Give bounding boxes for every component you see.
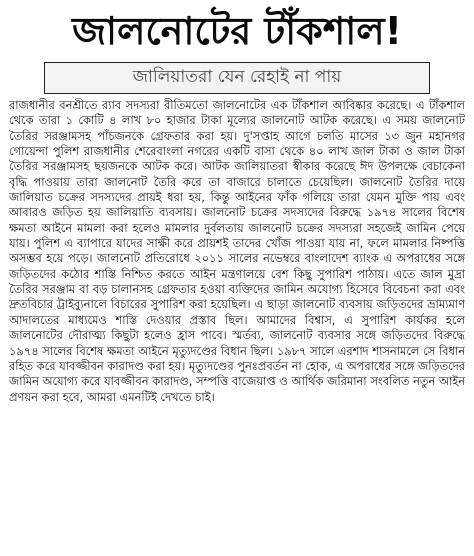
article-body: রাজধানীর বনশ্রীতে র‌্যাব সদস্যরা রীতিমতো জালনোটের এক টাঁকশাল আবিষ্কার করেছে। এ টাঁকশাল থেকে তারা ১ কোটি ৪ লাখ ৮০ হাজার টাকা মূল্যের জালনোট আটক করেছে। এ সময় জালনোট তৈরির সরঞ্জামসহ পাঁচজনকে গ্রেফতার করা হয়। দু'সপ্তাহ আগে চলতি মাসের ১৩ জুন মহানগর গোয়েন্দা পুলিশ রাজধানীর শেরেবাংলা নগরের একটি বাসা থেকে ৪০ লাখ জাল টাকা ও জাল টাকা তৈরির সরঞ্জামসহ ছয়জনকে আটক করে। আটক জালিয়াতরা স্বীকার করেছে ঈদ উপলক্ষে বেচাকেনা বৃদ্ধি পাওয়ায় তারা জালনোট তৈরি করে তা বাজারে চালাতে চেয়েছিল। জালনোট তৈরির দায়ে জালিয়াত চক্রের সদস্যদের প্রায়ই ধরা হয়, কিন্তু আইনের ফাঁক গলিয়ে তারা যেমন মুক্তি পায় এবং আবারও জড়িত হয় জালিয়াতি ব্যবসায়। জালনোট চক্রের সদস্যদের বিরুদ্ধে ১৯৭৪ সালের বিশেষ ক্ষমতা আইনে মামলা করা হলেও মামলার দুর্বলতায় জালনোট চক্রের সদস্যরা সহজেই জামিন পেয়ে যায়। পুলিশ এ ব্যাপারে যাদের সাক্ষী করে প্রায়শই তাদের খোঁজ পাওয়া যায় না, ফলে মামলার নিষ্পত্তি অসম্ভব হয়ে পড়ে। জালনোট প্রতিরোধে ২০১১ সালের নভেম্বরে বাংলাদেশ ব্যাংক এ অপরাধের সঙ্গে জড়িতদের কঠোর শাস্তি নিশ্চিত করতে আইন মন্ত্রণালয়ে বেশ কিছু সুপারিশ পাঠায়। এতে জাল মুদ্রা তৈরির সরঞ্জাম বা বড় চালানসহ গ্রেফতার হওয়া ব্যক্তিদের জামিন অযোগ্য হিসেবে বিবেচনা করা এবং দ্রুতবিচার ট্রাইব্যুনালে বিচারের সুপারিশ করা হয়েছিল। এ ছাড়া জালনোট ব্যবসায় জড়িতদের ভ্রাম্যমাণ আদালতের মাধ্যমেও শাস্তি দেওয়ার প্রস্তাব ছিল। আমাদের বিশ্বাস, এ সুপারিশ কার্যকর হলে জালনোটের দৌরাত্ম্য কিছুটা হলেও হ্রাস পাবে। স্মর্তব্য, জালনোট ব্যবসার সঙ্গে জড়িতদের বিরুদ্ধে ১৯৭৪ সালের বিশেষ ক্ষমতা আইনে মৃত্যুদণ্ডের বিধান ছিল। ১৯৮৭ সালে এরশাদ শাসনামলে সে বিধান রহিত করে যাবজ্জীবন কারাদণ্ড করা হয়। মৃত্যুদণ্ডের পুনঃপ্রবর্তন না হোক, এ অপরাধের সঙ্গে জড়িতদের জামিন অযোগ্য করে যাবজ্জীবন কারাদণ্ড, সম্পত্তি বাজেয়াপ্ত ও আর্থিক জরিমানা সংবলিত নতুন আইন প্রণয়ন করা হবে, আমরা এমনটিই দেখতে চাই।	[9, 98, 465, 404]
article-subheadline: জালিয়াতরা যেন রেহাই না পায়	[44, 62, 430, 94]
article-headline: জালনোটের টাঁকশাল!	[72, 9, 402, 53]
